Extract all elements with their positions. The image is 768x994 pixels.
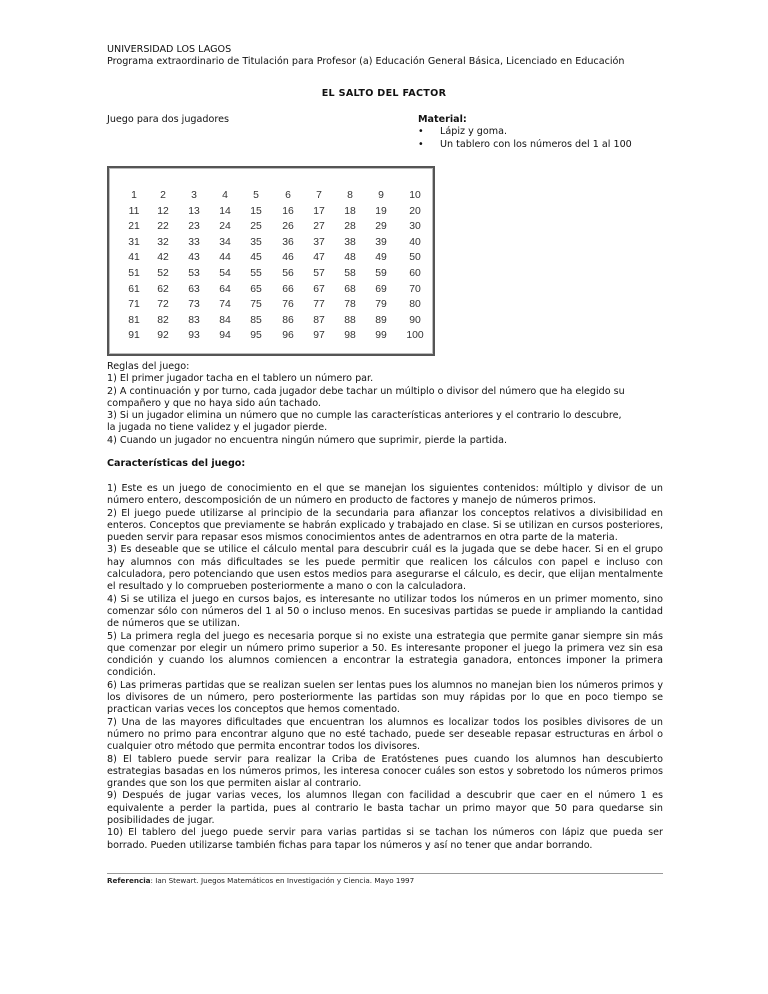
characteristic-item: 10) El tablero del juego puede servir para varias partidas si se tachan los números con lápiz que pueda ser borrado. Pueden utilizarse también fichas para tapar los números y así no tener que andar borrando. — [107, 827, 663, 851]
board-number: 6 — [285, 190, 291, 201]
material-item — [418, 139, 748, 151]
board-number: 5 — [253, 190, 259, 201]
footer-divider — [107, 873, 663, 874]
board-number: 38 — [344, 236, 356, 248]
board-row — [115, 268, 425, 284]
board-number: 47 — [313, 252, 325, 264]
rule-line: 3) Si un jugador elimina un número que no cumple las características anteriores y el contrario lo descubre, — [107, 410, 622, 422]
bullet-icon: • — [418, 138, 424, 150]
board-number: 40 — [409, 236, 421, 248]
characteristic-item: 6) Las primeras partidas que se realizan suelen ser lentas pues los alumnos no manejan bien los números primos y los divisores de un número, pero posteriormente las partidas son muy rápidas por lo que en poco tiempo se practican varias veces los conceptos que hemos comentado. — [107, 679, 663, 716]
board-number: 71 — [128, 299, 140, 311]
board-number: 53 — [188, 267, 200, 279]
board-number: 76 — [282, 299, 294, 311]
bullet-icon: • — [418, 126, 424, 138]
board-number: 39 — [375, 236, 387, 248]
board-number: 43 — [188, 252, 200, 264]
board-number: 66 — [282, 283, 294, 295]
board-row — [115, 299, 425, 315]
board-number: 18 — [344, 205, 356, 217]
board-number: 78 — [344, 299, 356, 311]
material-item-text: Un tablero con los números del 1 al 100 — [440, 138, 632, 150]
board-number: 36 — [282, 236, 294, 248]
board-number: 23 — [188, 221, 200, 233]
number-board — [107, 166, 435, 356]
board-number: 88 — [344, 314, 356, 326]
board-number: 50 — [409, 252, 421, 264]
characteristic-item: 9) Después de jugar varias veces, los alumnos llegan con facilidad a descubrir que caer en el número 1 es equivalente a perder la partida, pues al contrario le basta tachar un primo mayor que 50 para quedarse sin posibilidades de jugar. — [107, 790, 663, 827]
board-number: 57 — [313, 267, 325, 279]
board-row — [115, 206, 425, 222]
board-number: 9 — [378, 190, 384, 201]
board-number: 69 — [375, 283, 387, 295]
characteristic-item: 7) Una de las mayores dificultades que encuentran los alumnos es localizar todos los posibles divisores de un número no primo para encontrar alguno que no esté tachado, puede ser deseable repasar estructuras en árbol o cualquier otro método que permita encontrar todos los divisores. — [107, 716, 663, 753]
board-number: 85 — [250, 314, 262, 326]
material-item-text: Lápiz y goma. — [440, 126, 508, 138]
board-row — [115, 284, 425, 300]
board-number: 92 — [157, 330, 169, 342]
board-number: 63 — [188, 283, 200, 295]
board-number: 7 — [316, 190, 322, 201]
characteristics-list — [107, 483, 663, 852]
board-number: 100 — [406, 330, 424, 342]
rule-line: la jugada no tiene validez y el jugador pierde. — [107, 422, 328, 434]
board-number: 96 — [282, 330, 294, 342]
board-number: 42 — [157, 252, 169, 264]
board-number: 58 — [344, 267, 356, 279]
rule-line: compañero y que no haya sido aún tachado. — [107, 397, 321, 409]
board-row — [115, 315, 425, 331]
board-number: 48 — [344, 252, 356, 264]
board-number: 12 — [157, 205, 169, 217]
characteristic-item: 5) La primera regla del juego es necesaria porque si no existe una estrategia que permite ganar siempre sin más que comenzar por elegir un número primo superior a 50. Es interesante proponer el juego la primera vez sin esa condición y cuando los alumnos comiencen a encontrar la estrategia ganadora, entonces imponer la primera condición. — [107, 630, 663, 679]
board-number: 68 — [344, 283, 356, 295]
board-number: 16 — [282, 205, 294, 217]
reference-label: Referencia — [107, 876, 151, 885]
board-number: 21 — [128, 221, 140, 233]
board-number: 49 — [375, 252, 387, 264]
board-number: 8 — [347, 190, 353, 201]
board-number: 87 — [313, 314, 325, 326]
board-number: 31 — [128, 236, 140, 248]
board-number: 83 — [188, 314, 200, 326]
board-number: 32 — [157, 236, 169, 248]
board-number: 35 — [250, 236, 262, 248]
board-number: 44 — [219, 252, 231, 264]
board-number: 74 — [219, 299, 231, 311]
reference-text: : Ian Stewart. Juegos Matemáticos en Investigación y Ciencia. Mayo 1997 — [150, 876, 415, 885]
board-number: 82 — [157, 314, 169, 326]
material-list — [418, 126, 748, 151]
board-number: 55 — [250, 267, 262, 279]
board-number: 80 — [409, 299, 421, 311]
board-number: 37 — [313, 236, 325, 248]
board-number: 75 — [250, 299, 262, 311]
board-number: 62 — [157, 283, 169, 295]
board-number: 45 — [250, 252, 262, 264]
characteristic-item: 2) El juego puede utilizarse al principio de la secundaria para afianzar los conceptos relativos a divisibilidad en enteros. Conceptos que previamente se habrán explicado y trabajado en clase. Si se utilizan en cursos posteriores, pueden servir para repasar esos mismos conocimientos antes de adentrarnos en otra parte de la materia. — [107, 507, 663, 544]
board-number: 54 — [219, 267, 231, 279]
board-number: 46 — [282, 252, 294, 264]
board-number: 34 — [219, 236, 231, 248]
characteristics-heading: Características del juego: — [107, 458, 246, 469]
board-number: 41 — [128, 252, 140, 264]
players-note: Juego para dos jugadores — [107, 114, 229, 125]
rules-heading: Reglas del juego: — [107, 361, 190, 372]
material-heading: Material: — [418, 114, 467, 125]
board-number: 2 — [160, 190, 166, 201]
board-row — [115, 237, 425, 253]
board-number: 91 — [128, 330, 140, 342]
board-number: 11 — [128, 205, 140, 217]
reference-note — [107, 876, 414, 885]
board-number: 3 — [191, 190, 197, 201]
characteristic-item: 1) Este es un juego de conocimiento en el que se manejan los siguientes contenidos: múltiplo y divisor de un número entero, descomposición de un número en producto de factores y manejo de números primos. — [107, 483, 663, 507]
board-number: 26 — [282, 221, 294, 233]
material-item — [418, 126, 748, 138]
board-number: 33 — [188, 236, 200, 248]
board-number: 10 — [409, 190, 421, 201]
board-number: 24 — [219, 221, 231, 233]
board-row — [115, 190, 425, 206]
board-number: 77 — [313, 299, 325, 311]
rule-line: 4) Cuando un jugador no encuentra ningún número que suprimir, pierde la partida. — [107, 434, 508, 446]
board-number: 28 — [344, 221, 356, 233]
university-name: UNIVERSIDAD LOS LAGOS — [107, 44, 232, 55]
board-number: 79 — [375, 299, 387, 311]
board-number: 13 — [188, 205, 200, 217]
board-number: 52 — [157, 267, 169, 279]
rules-section — [107, 361, 662, 447]
board-number: 56 — [282, 267, 294, 279]
board-number: 1 — [131, 190, 137, 201]
characteristic-item: 3) Es deseable que se utilice el cálculo mental para descubrir cuál es la jugada que se debe hacer. Si en el grupo hay alumnos con más dificultades se les puede permitir que realicen los cálculos con papel e incluso con calculadora, pero potenciando que usen estos medios para asegurarse el cálculo, es decir, que elijan mentalmente el resultado y lo comprueben posteriormente a mano o con la calculadora. — [107, 544, 663, 593]
board-number: 51 — [128, 267, 140, 279]
board-number: 67 — [313, 283, 325, 295]
characteristic-item: 8) El tablero puede servir para realizar la Criba de Eratóstenes pues cuando los alumnos han descubierto estrategias basadas en los números primos, les interesa conocer cuáles son estos y sobretodo los números primos grandes que son los que permiten aislar al contrario. — [107, 753, 663, 790]
board-number: 19 — [375, 205, 387, 217]
board-number: 94 — [219, 330, 231, 342]
board-grid — [115, 190, 425, 346]
rule-line: 1) El primer jugador tacha en el tablero un número par. — [107, 373, 374, 385]
board-number: 97 — [313, 330, 325, 342]
board-number: 20 — [409, 205, 421, 217]
board-number: 99 — [375, 330, 387, 342]
document-header — [107, 44, 707, 69]
board-number: 14 — [219, 205, 231, 217]
board-number: 95 — [250, 330, 262, 342]
board-number: 65 — [250, 283, 262, 295]
board-row — [115, 252, 425, 268]
board-number: 61 — [128, 283, 140, 295]
board-number: 93 — [188, 330, 200, 342]
board-number: 98 — [344, 330, 356, 342]
board-number: 27 — [313, 221, 325, 233]
board-number: 59 — [375, 267, 387, 279]
board-number: 64 — [219, 283, 231, 295]
board-number: 86 — [282, 314, 294, 326]
rule-line: 2) A continuación y por turno, cada jugador debe tachar un múltiplo o divisor del número que ha elegido su — [107, 385, 625, 397]
material-section — [418, 114, 748, 151]
board-number: 70 — [409, 283, 421, 295]
board-number: 25 — [250, 221, 262, 233]
board-number: 90 — [409, 314, 421, 326]
board-number: 30 — [409, 221, 421, 233]
board-number: 89 — [375, 314, 387, 326]
board-number: 72 — [157, 299, 169, 311]
characteristic-item: 4) Si se utiliza el juego en cursos bajos, es interesante no utilizar todos los números en un primer momento, sino comenzar sólo con números del 1 al 50 o incluso menos. En sucesivas partidas se puede ir ampliando la cantidad de números que se utilizan. — [107, 593, 663, 630]
board-number: 29 — [375, 221, 387, 233]
program-name: Programa extraordinario de Titulación para Profesor (a) Educación General Básica, Licenciado en Educación — [107, 56, 625, 68]
board-number: 17 — [313, 205, 325, 217]
board-number: 22 — [157, 221, 169, 233]
board-number: 4 — [222, 190, 228, 201]
board-number: 60 — [409, 267, 421, 279]
board-number: 73 — [188, 299, 200, 311]
board-number: 81 — [128, 314, 140, 326]
board-number: 15 — [250, 205, 262, 217]
page-title: EL SALTO DEL FACTOR — [321, 88, 447, 99]
board-number: 84 — [219, 314, 231, 326]
board-row — [115, 221, 425, 237]
board-row — [115, 330, 425, 346]
